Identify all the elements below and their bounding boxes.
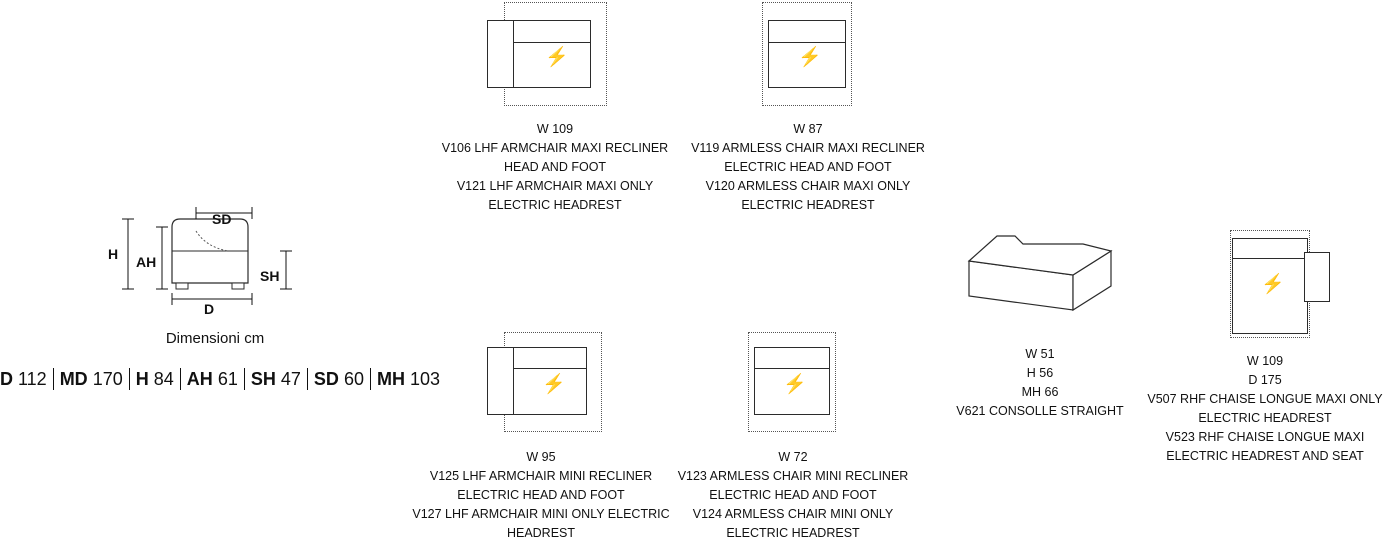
module-v106-drawing <box>487 2 607 106</box>
v507-desc-line-1: V507 RHF CHAISE LONGUE MAXI ONLY <box>1147 392 1383 406</box>
module-v119-caption <box>663 120 953 215</box>
v119-desc-line-4: ELECTRIC HEADREST <box>741 198 875 212</box>
module-v123-drawing <box>748 332 838 432</box>
v106-desc-line-4: ELECTRIC HEADREST <box>488 198 622 212</box>
v621-width-label: W 51 <box>1025 347 1055 361</box>
v119-back-line <box>768 42 846 43</box>
v123-back-line <box>754 368 830 369</box>
module-v507-drawing <box>1230 230 1336 340</box>
v125-desc-line-3: V127 LHF ARMCHAIR MINI ONLY ELECTRIC <box>412 507 670 521</box>
dim-value-sd: 60 <box>343 369 364 389</box>
v621-height-label: H 56 <box>1026 366 1054 380</box>
dim-cell-sd <box>308 368 371 390</box>
v507-desc-line-3: V523 RHF CHAISE LONGUE MAXI <box>1165 430 1365 444</box>
module-v123-caption <box>648 448 938 543</box>
v621-desc-line: V621 CONSOLLE STRAIGHT <box>956 404 1124 418</box>
dim-key-sd: SD <box>313 369 339 389</box>
v507-back-line <box>1232 258 1308 259</box>
v123-desc-line-2: ELECTRIC HEAD AND FOOT <box>709 488 877 502</box>
v123-desc-line-4: ELECTRIC HEADREST <box>726 526 860 540</box>
dim-key-sh: SH <box>250 369 276 389</box>
v125-desc-line-4: HEADREST <box>506 526 576 540</box>
label-sh: SH <box>260 268 280 284</box>
electric-bolt-icon: ⚡ <box>798 47 822 68</box>
dimensioni-title: Dimensioni <box>165 330 241 347</box>
v119-desc-line-2: ELECTRIC HEAD AND FOOT <box>724 160 892 174</box>
dimensioni-caption <box>120 328 310 349</box>
v106-desc-line-3: V121 LHF ARMCHAIR MAXI ONLY <box>456 179 654 193</box>
dim-cell-ah <box>181 368 245 390</box>
v507-width-label: W 109 <box>1246 354 1284 368</box>
module-v119-drawing <box>762 2 854 106</box>
label-sd: SD <box>212 211 232 227</box>
label-ah: AH <box>136 254 157 270</box>
module-v106-caption <box>410 120 700 215</box>
module-v507-caption <box>1140 352 1390 466</box>
label-d: D <box>204 301 215 317</box>
v123-width-label: W 72 <box>778 450 808 464</box>
v123-desc-line-1: V123 ARMLESS CHAIR MINI RECLINER <box>677 469 909 483</box>
v125-width-label: W 95 <box>526 450 556 464</box>
dim-cell-sh <box>245 368 308 390</box>
dim-cell-md <box>54 368 130 390</box>
electric-bolt-icon: ⚡ <box>783 374 807 395</box>
dim-value-mh: 103 <box>409 369 441 389</box>
module-v125-drawing <box>487 332 603 432</box>
electric-bolt-icon: ⚡ <box>542 374 566 395</box>
dimensioni-unit: cm <box>244 330 265 347</box>
v106-desc-line-2: HEAD AND FOOT <box>503 160 607 174</box>
consolle-3d-shape <box>965 228 1115 313</box>
v106-width-label: W 109 <box>536 122 574 136</box>
dim-value-ah: 61 <box>217 369 238 389</box>
electric-bolt-icon: ⚡ <box>545 47 569 68</box>
dim-value-sh: 47 <box>280 369 301 389</box>
v507-armrest <box>1304 252 1330 302</box>
v119-desc-line-3: V120 ARMLESS CHAIR MAXI ONLY <box>705 179 911 193</box>
dim-cell-d <box>0 368 54 390</box>
module-v621-drawing <box>965 228 1115 313</box>
v507-depth-label: D 175 <box>1248 373 1282 387</box>
dim-key-md: MD <box>59 369 88 389</box>
dim-cell-mh <box>371 368 446 390</box>
v119-desc-line-1: V119 ARMLESS CHAIR MAXI RECLINER <box>691 141 925 155</box>
v125-desc-line-2: ELECTRIC HEAD AND FOOT <box>457 488 625 502</box>
dim-value-d: 112 <box>17 369 47 389</box>
v125-desc-line-1: V125 LHF ARMCHAIR MINI RECLINER <box>429 469 653 483</box>
dimension-table <box>0 368 440 390</box>
dim-value-md: 170 <box>92 369 123 389</box>
dim-key-mh: MH <box>376 369 405 389</box>
label-h: H <box>108 246 119 262</box>
dim-value-h: 84 <box>153 369 174 389</box>
module-v125-caption <box>396 448 686 543</box>
v621-maxheight-label: MH 66 <box>1021 385 1059 399</box>
v507-desc-line-2: ELECTRIC HEADREST <box>1198 411 1332 425</box>
v123-desc-line-3: V124 ARMLESS CHAIR MINI ONLY <box>692 507 894 521</box>
dim-key-ah: AH <box>186 369 213 389</box>
v125-back-line <box>513 368 587 369</box>
dim-key-d: D <box>0 369 13 389</box>
v507-desc-line-4: ELECTRIC HEADREST AND SEAT <box>1166 449 1364 463</box>
v106-desc-line-1: V106 LHF ARMCHAIR MAXI RECLINER <box>441 141 669 155</box>
v119-width-label: W 87 <box>793 122 823 136</box>
electric-bolt-icon: ⚡ <box>1261 274 1285 295</box>
dimension-diagram <box>100 205 330 335</box>
module-v621-caption <box>920 345 1160 421</box>
dim-cell-h <box>130 368 181 390</box>
v106-back-line <box>513 42 591 43</box>
dim-key-h: H <box>135 369 149 389</box>
